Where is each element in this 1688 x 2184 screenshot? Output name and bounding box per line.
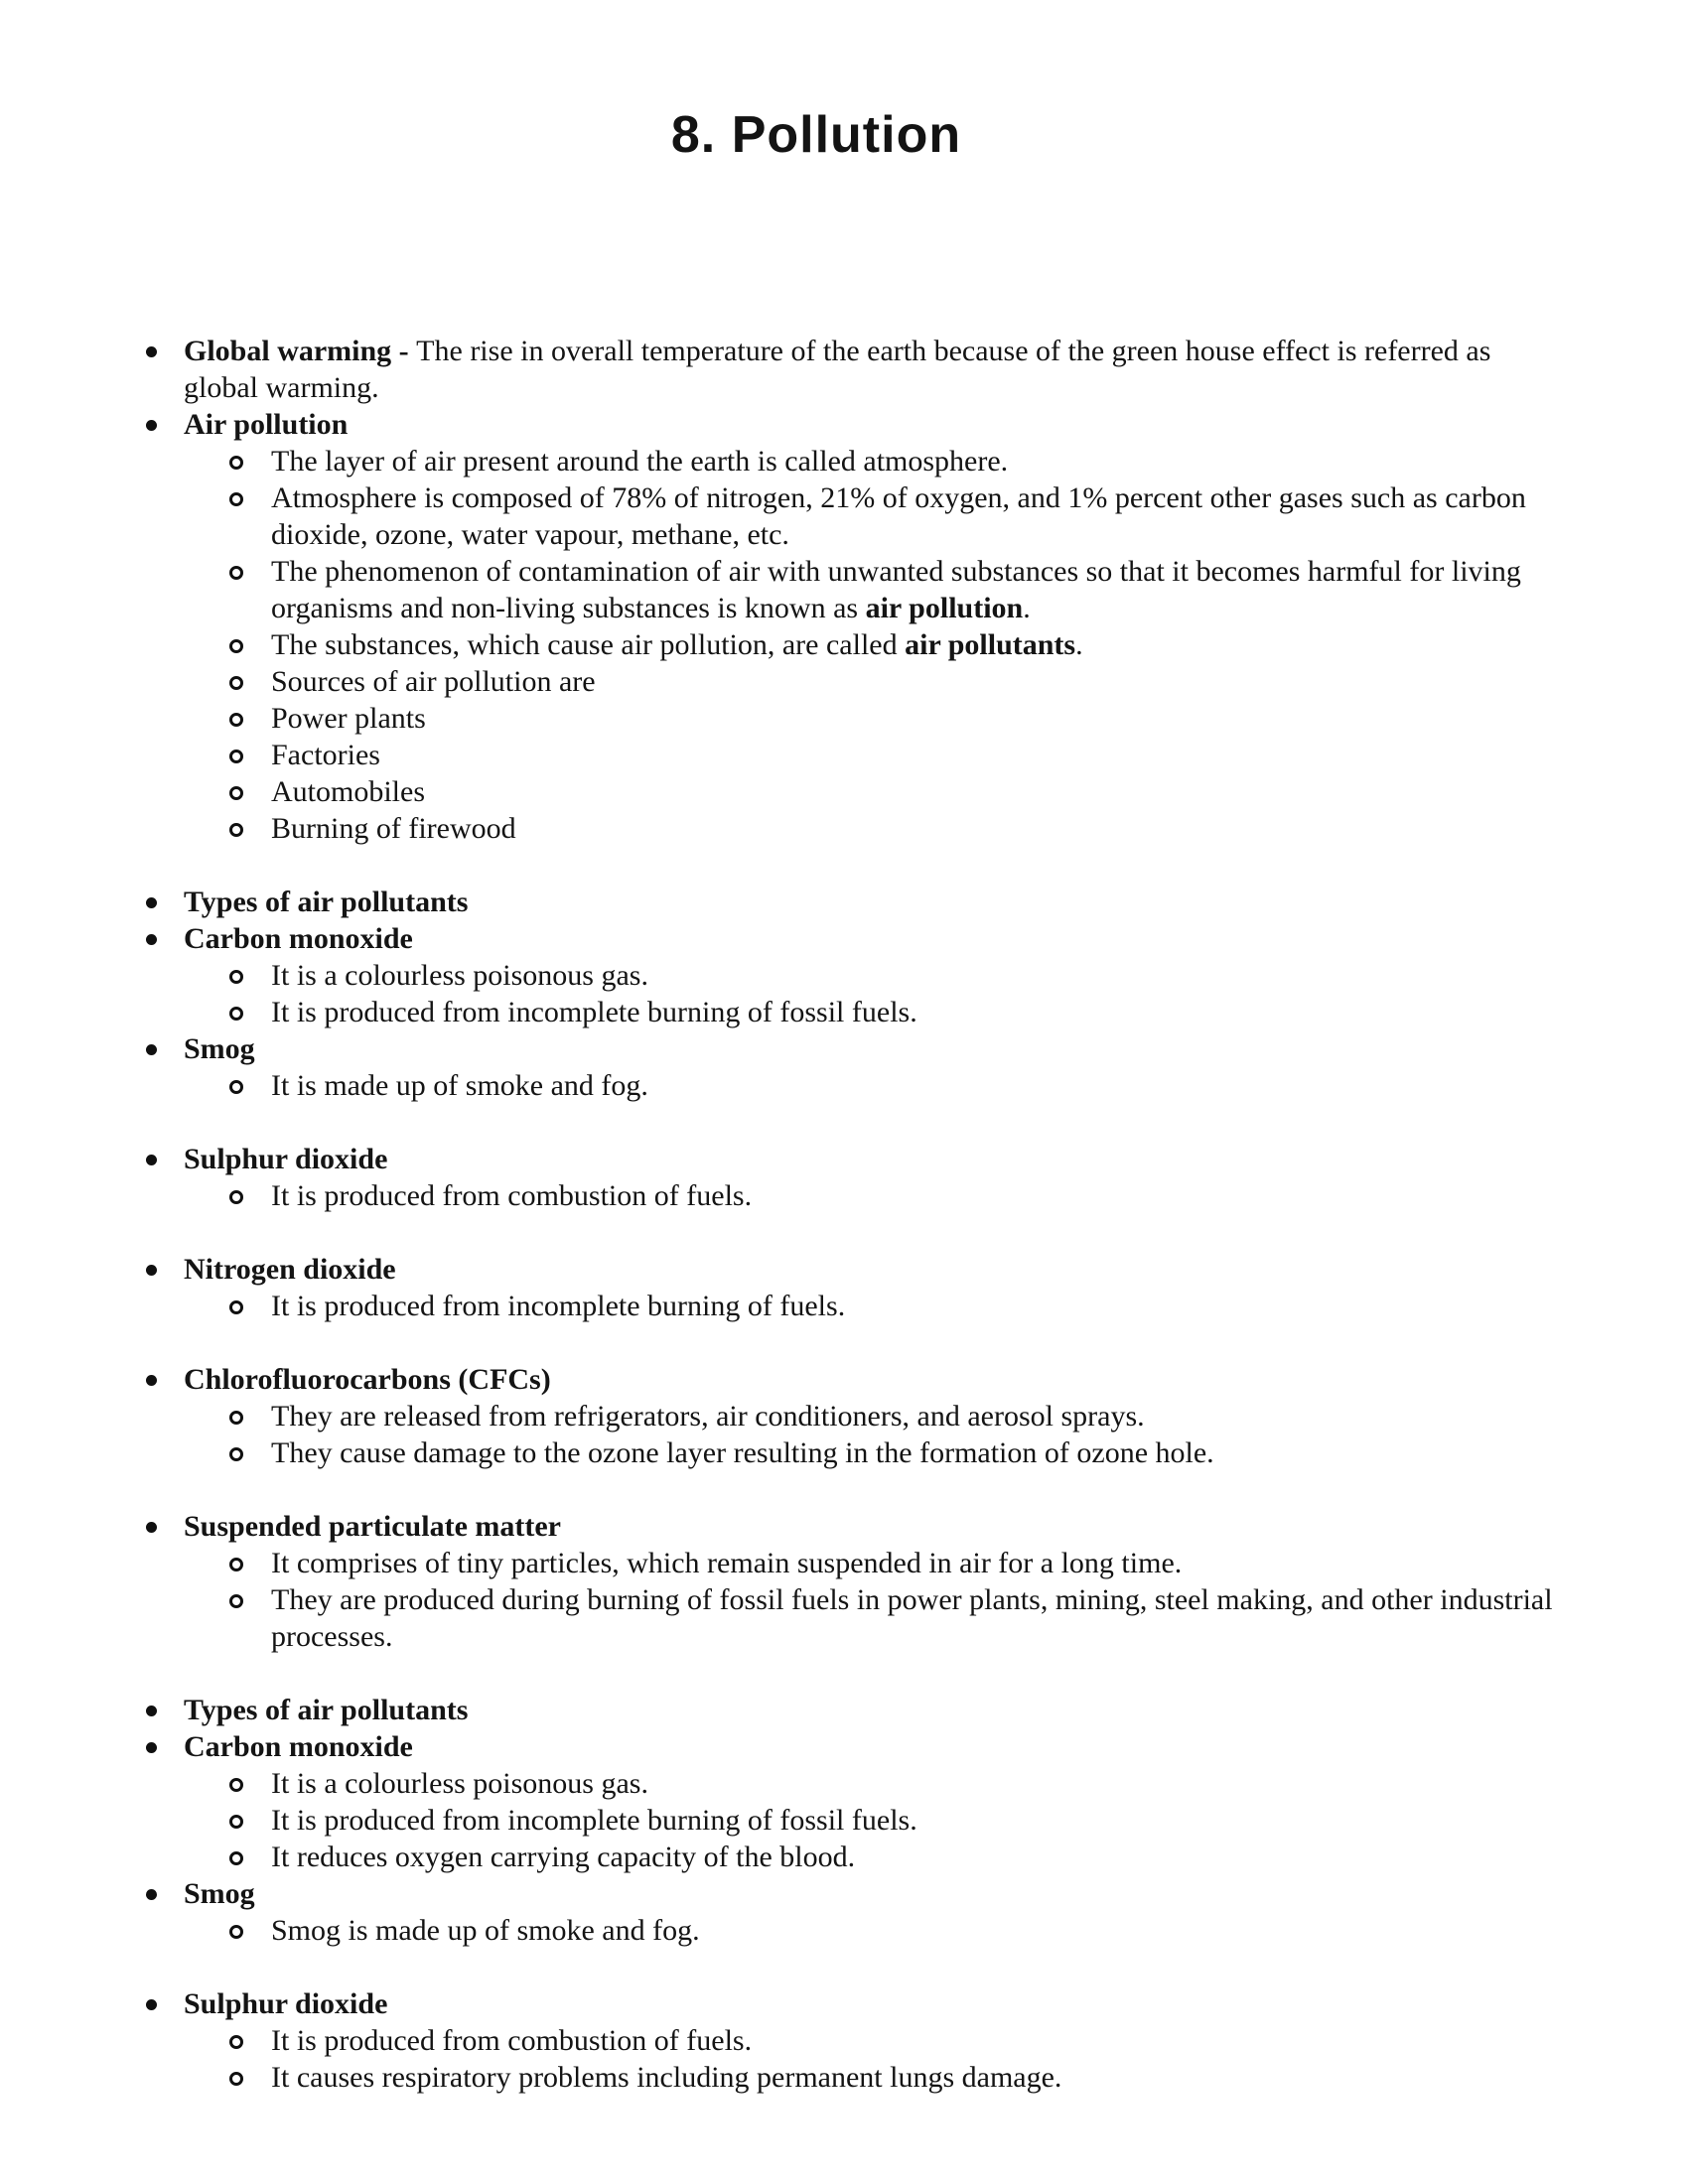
list-item-level2 — [0, 626, 1688, 663]
blank-line — [0, 847, 1688, 884]
list-item-level1 — [0, 1728, 1688, 1765]
list-item-text: They are released from refrigerators, air conditioners, and aerosol sprays. — [271, 1400, 1145, 1433]
list-item-level2 — [0, 2059, 1688, 2096]
circle-bullet-icon — [229, 639, 243, 653]
list-item-level1 — [0, 1692, 1688, 1728]
list-item-text: Power plants — [271, 702, 426, 735]
list-item-text: Sources of air pollution are — [271, 665, 596, 698]
circle-bullet-icon — [229, 823, 243, 837]
bullet-icon — [146, 1999, 157, 2010]
circle-bullet-icon — [229, 970, 243, 984]
circle-bullet-icon — [229, 1815, 243, 1829]
list-item-level1 — [0, 1985, 1688, 2022]
circle-bullet-icon — [229, 1925, 243, 1939]
blank-line — [0, 1471, 1688, 1508]
list-item-level1 — [0, 1361, 1688, 1398]
list-item-level2 — [0, 1288, 1688, 1324]
list-item-level2 — [0, 443, 1688, 479]
list-item-level1 — [0, 1251, 1688, 1288]
list-item-level1 — [0, 1141, 1688, 1177]
list-item-text: The phenomenon of contamination of air with unwanted substances so that it becomes harmful for living organisms and non-living substances is known as air pollution. — [271, 555, 1521, 624]
list-item-level2 — [0, 1839, 1688, 1875]
blank-line — [0, 1214, 1688, 1251]
list-item-level2 — [0, 737, 1688, 773]
list-item-text: It comprises of tiny particles, which remain suspended in air for a long time. — [271, 1547, 1183, 1579]
list-item-level1 — [0, 1030, 1688, 1067]
list-item-level2 — [0, 1434, 1688, 1471]
list-item-text: It is produced from incomplete burning of fuels. — [271, 1290, 846, 1322]
bullet-icon — [146, 1044, 157, 1055]
list-item-level1 — [0, 1508, 1688, 1545]
circle-bullet-icon — [229, 1851, 243, 1865]
bullet-icon — [146, 1742, 157, 1753]
list-item-text: They are produced during burning of fossil fuels in power plants, mining, steel making, and other industrial processes. — [271, 1583, 1553, 1653]
list-item-text: Suspended particulate matter — [184, 1510, 561, 1543]
circle-bullet-icon — [229, 750, 243, 763]
bullet-icon — [146, 1522, 157, 1533]
list-item-level2 — [0, 1067, 1688, 1104]
list-item-text: The substances, which cause air pollution, are called air pollutants. — [271, 628, 1083, 661]
list-item-text: Smog is made up of smoke and fog. — [271, 1914, 700, 1947]
circle-bullet-icon — [229, 1594, 243, 1608]
list-item-text: Types of air pollutants — [184, 886, 469, 918]
circle-bullet-icon — [229, 1007, 243, 1021]
list-item-level2 — [0, 1581, 1688, 1655]
page-title: 8. Pollution — [670, 106, 962, 164]
list-item-text: It reduces oxygen carrying capacity of the blood. — [271, 1841, 856, 1873]
circle-bullet-icon — [229, 2072, 243, 2086]
circle-bullet-icon — [229, 1080, 243, 1094]
list-item-level2 — [0, 1912, 1688, 1949]
list-item-level2 — [0, 1802, 1688, 1839]
bullet-icon — [146, 1375, 157, 1386]
list-item-text: It is produced from combustion of fuels. — [271, 1179, 753, 1212]
list-item-text: It is produced from combustion of fuels. — [271, 2024, 753, 2057]
list-item-text: Automobiles — [271, 775, 425, 808]
list-item-level2 — [0, 1398, 1688, 1434]
list-item-text: Carbon monoxide — [184, 922, 413, 955]
circle-bullet-icon — [229, 676, 243, 690]
list-item-text: Smog — [184, 1877, 255, 1910]
blank-line — [0, 1949, 1688, 1985]
list-item-text: It is a colourless poisonous gas. — [271, 1767, 648, 1800]
list-item-level2 — [0, 479, 1688, 553]
circle-bullet-icon — [229, 1190, 243, 1204]
circle-bullet-icon — [229, 566, 243, 580]
list-item-text: The layer of air present around the earth is called atmosphere. — [271, 445, 1009, 478]
blank-line — [0, 1104, 1688, 1141]
list-item-level1 — [0, 920, 1688, 957]
blank-line — [0, 1324, 1688, 1361]
circle-bullet-icon — [229, 492, 243, 506]
list-item-level2 — [0, 1765, 1688, 1802]
list-item-level2 — [0, 663, 1688, 700]
list-item-text: It is produced from incomplete burning of fossil fuels. — [271, 996, 917, 1028]
list-item-text: Carbon monoxide — [184, 1730, 413, 1763]
circle-bullet-icon — [229, 713, 243, 727]
list-item-level2 — [0, 2022, 1688, 2059]
list-item-text: It is a colourless poisonous gas. — [271, 959, 648, 992]
list-item-text: Burning of firewood — [271, 812, 516, 845]
circle-bullet-icon — [229, 1778, 243, 1792]
circle-bullet-icon — [229, 1411, 243, 1425]
bullet-icon — [146, 897, 157, 908]
list-item-text: Sulphur dioxide — [184, 1143, 388, 1175]
list-item-text: Global warming - The rise in overall temperature of the earth because of the green house effect is referred as global warming. — [184, 335, 1491, 404]
bullet-icon — [146, 1889, 157, 1900]
bullet-icon — [146, 420, 157, 431]
list-item-level2 — [0, 957, 1688, 994]
list-item-text: It causes respiratory problems including permanent lungs damage. — [271, 2061, 1062, 2094]
list-item-level1 — [0, 406, 1688, 443]
list-item-level2 — [0, 1177, 1688, 1214]
circle-bullet-icon — [229, 456, 243, 470]
bullet-icon — [146, 1155, 157, 1165]
list-item-text: Sulphur dioxide — [184, 1987, 388, 2020]
list-item-level2 — [0, 994, 1688, 1030]
list-item-text: Smog — [184, 1032, 255, 1065]
bullet-icon — [146, 346, 157, 357]
list-item-level1 — [0, 333, 1688, 406]
list-item-level2 — [0, 553, 1688, 626]
list-item-text: Air pollution — [184, 408, 349, 441]
circle-bullet-icon — [229, 1300, 243, 1314]
circle-bullet-icon — [229, 1558, 243, 1571]
list-item-level2 — [0, 773, 1688, 810]
list-item-text: Atmosphere is composed of 78% of nitrogen, 21% of oxygen, and 1% percent other gases such as carbon dioxide, ozone, water vapour, methane, etc. — [271, 481, 1526, 551]
list-item-text: It is made up of smoke and fog. — [271, 1069, 648, 1102]
list-item-text: They cause damage to the ozone layer resulting in the formation of ozone hole. — [271, 1436, 1214, 1469]
circle-bullet-icon — [229, 786, 243, 800]
list-item-level2 — [0, 1545, 1688, 1581]
list-item-text: Types of air pollutants — [184, 1694, 469, 1726]
list-item-level1 — [0, 884, 1688, 920]
blank-line — [0, 1655, 1688, 1692]
list-item-text: Nitrogen dioxide — [184, 1253, 396, 1286]
bullet-icon — [146, 1265, 157, 1276]
circle-bullet-icon — [229, 1447, 243, 1461]
bullet-list — [0, 333, 1688, 2096]
list-item-text: It is produced from incomplete burning of fossil fuels. — [271, 1804, 917, 1837]
list-item-text: Chlorofluorocarbons (CFCs) — [184, 1363, 551, 1396]
list-item-level2 — [0, 700, 1688, 737]
list-item-level1 — [0, 1875, 1688, 1912]
list-item-level2 — [0, 810, 1688, 847]
list-item-text: Factories — [271, 739, 380, 771]
bullet-icon — [146, 934, 157, 945]
bullet-icon — [146, 1706, 157, 1716]
circle-bullet-icon — [229, 2035, 243, 2049]
